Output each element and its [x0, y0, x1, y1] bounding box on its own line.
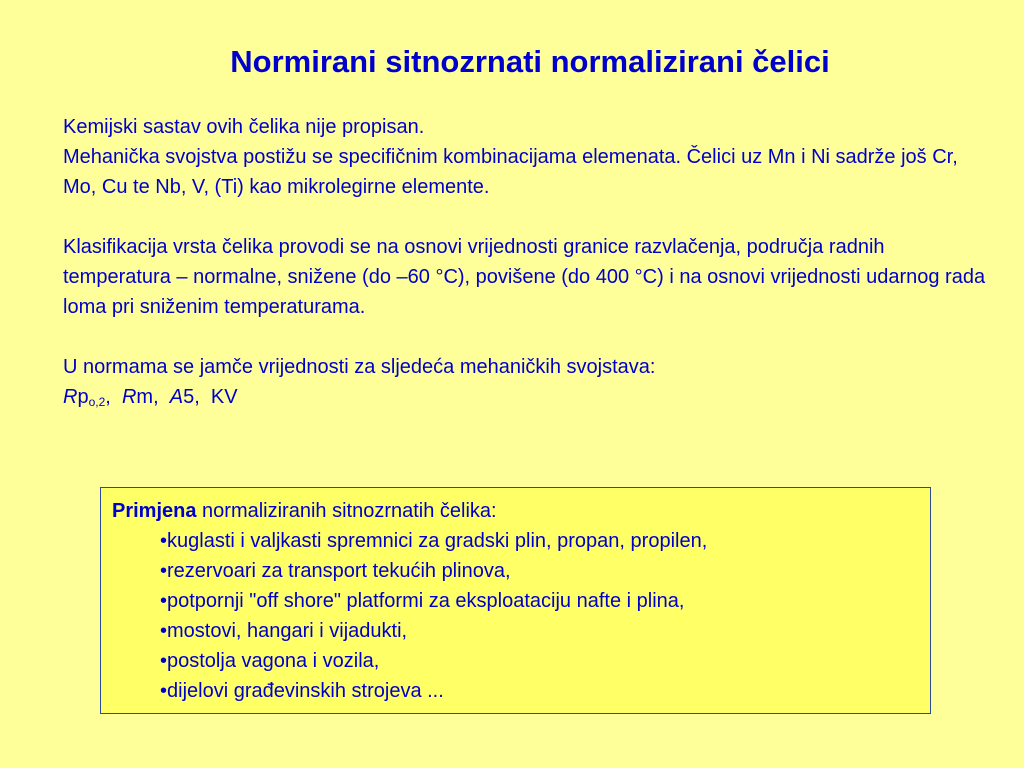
- symbol-a5-letter: A: [169, 386, 184, 408]
- symbol-separator: ,: [105, 386, 111, 408]
- mechanical-property-symbols: [63, 382, 993, 412]
- symbol-kv: KV: [210, 386, 238, 408]
- body-text: [63, 112, 993, 412]
- symbol-a5-rest: 5: [183, 386, 195, 408]
- application-box: [100, 487, 931, 714]
- symbol-rm-letter: R: [121, 386, 137, 408]
- symbol-separator: ,: [153, 386, 159, 408]
- application-list: [112, 526, 919, 706]
- slide-title: Normirani sitnozrnati normalizirani čelici: [230, 44, 830, 79]
- paragraph-chemical-composition: Kemijski sastav ovih čelika nije propisan.: [63, 116, 425, 138]
- paragraph-mechanical-properties: Mehanička svojstva postižu se specifičnim kombinacijama elemenata. Čelici uz Mn i Ni sadrže još Cr, Mo, Cu te Nb, V, (Ti) kao mikrolegirne elemente.: [63, 146, 958, 198]
- application-list-item: •kuglasti i valjkasti spremnici za gradski plin, propan, propilen,: [160, 530, 708, 552]
- symbol-rp02-subscript: o,2: [88, 395, 106, 409]
- paragraph-spacer: [63, 322, 993, 352]
- symbol-rp02-base: p: [77, 386, 89, 408]
- symbol-rm-rest: m: [136, 386, 154, 408]
- application-list-item: •rezervoari za transport tekućih plinova,: [160, 560, 511, 582]
- application-list-item: •potpornji "off shore" platformi za eksploataciju nafte i plina,: [160, 590, 685, 612]
- paragraph-spacer: [63, 202, 993, 232]
- application-box-heading: [112, 496, 919, 526]
- paragraph-classification: Klasifikacija vrsta čelika provodi se na osnovi vrijednosti granice razvlačenja, područja radnih temperatura – normalne, snižene (do –60 °C), povišene (do 400 °C) i na osnovi vrijednosti udarnog rada loma pri sniženim temperaturama.: [63, 236, 986, 318]
- application-box-heading-bold: Primjena: [112, 500, 197, 522]
- application-list-item: •postolja vagona i vozila,: [160, 650, 380, 672]
- application-list-item: •mostovi, hangari i vijadukti,: [160, 620, 408, 642]
- application-box-heading-rest: normaliziranih sitnozrnatih čelika:: [196, 500, 497, 522]
- symbol-rp02-letter: R: [63, 386, 78, 408]
- application-list-item: •dijelovi građevinskih strojeva ...: [160, 680, 444, 702]
- symbol-a5: [170, 386, 200, 408]
- symbol-rp02: [63, 386, 111, 408]
- symbol-separator: ,: [194, 386, 200, 408]
- paragraph-standards: U normama se jamče vrijednosti za sljedeća mehaničkih svojstava:: [63, 356, 656, 378]
- symbol-rm: [122, 386, 159, 408]
